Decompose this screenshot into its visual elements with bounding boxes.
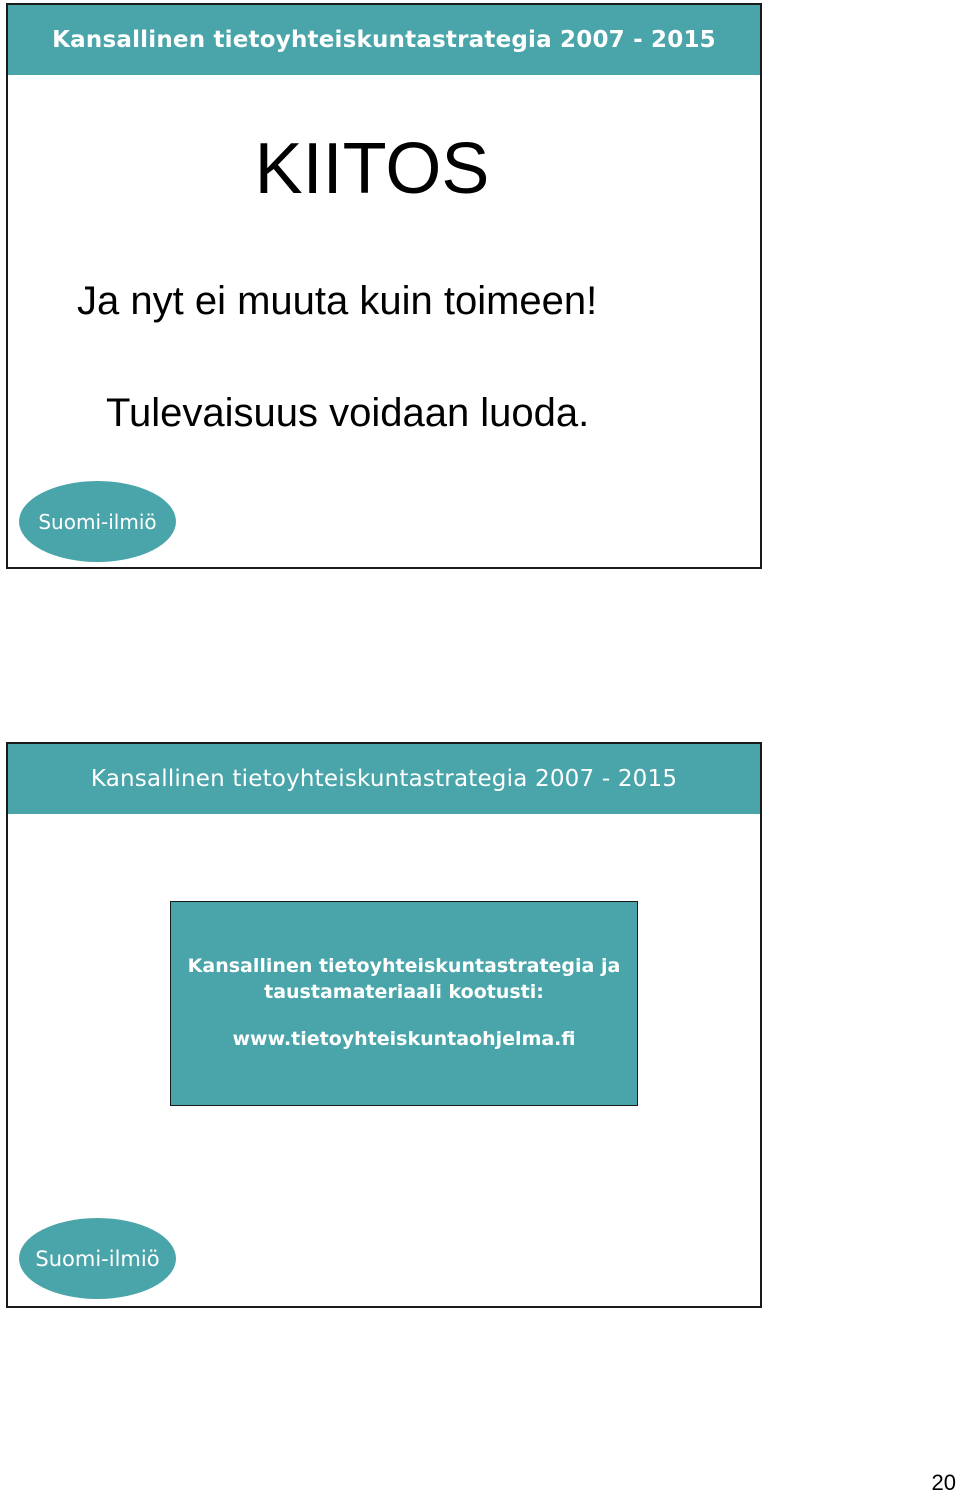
badge-label: Suomi-ilmiö: [38, 509, 157, 534]
slide-materials: [6, 742, 762, 1308]
slide-header: [8, 5, 760, 75]
slide-text-line-1: Ja nyt ei muuta kuin toimeen!: [77, 279, 598, 323]
suomi-ilmio-badge: [19, 1218, 176, 1299]
slide-kiitos: [6, 3, 762, 569]
page-number: 20: [931, 1470, 956, 1494]
slide-text-line-2: Tulevaisuus voidaan luoda.: [106, 391, 590, 435]
info-box: [170, 901, 638, 1106]
badge-label: Suomi-ilmiö: [35, 1246, 160, 1271]
slide-header-title: Kansallinen tietoyhteiskuntastrategia 2007 - 2015: [52, 27, 716, 53]
slide-header-title: Kansallinen tietoyhteiskuntastrategia 2007 - 2015: [90, 766, 678, 792]
info-text-line-2: taustamateriaali kootusti:: [264, 981, 544, 1003]
website-link[interactable]: www.tietoyhteiskuntaohjelma.fi: [232, 1028, 576, 1050]
slide-header: [8, 744, 760, 814]
slide-title: KIITOS: [254, 129, 490, 209]
info-text: [171, 953, 637, 1005]
info-text-line-1: Kansallinen tietoyhteiskuntastrategia ja: [187, 955, 621, 977]
suomi-ilmio-badge: [19, 481, 176, 562]
